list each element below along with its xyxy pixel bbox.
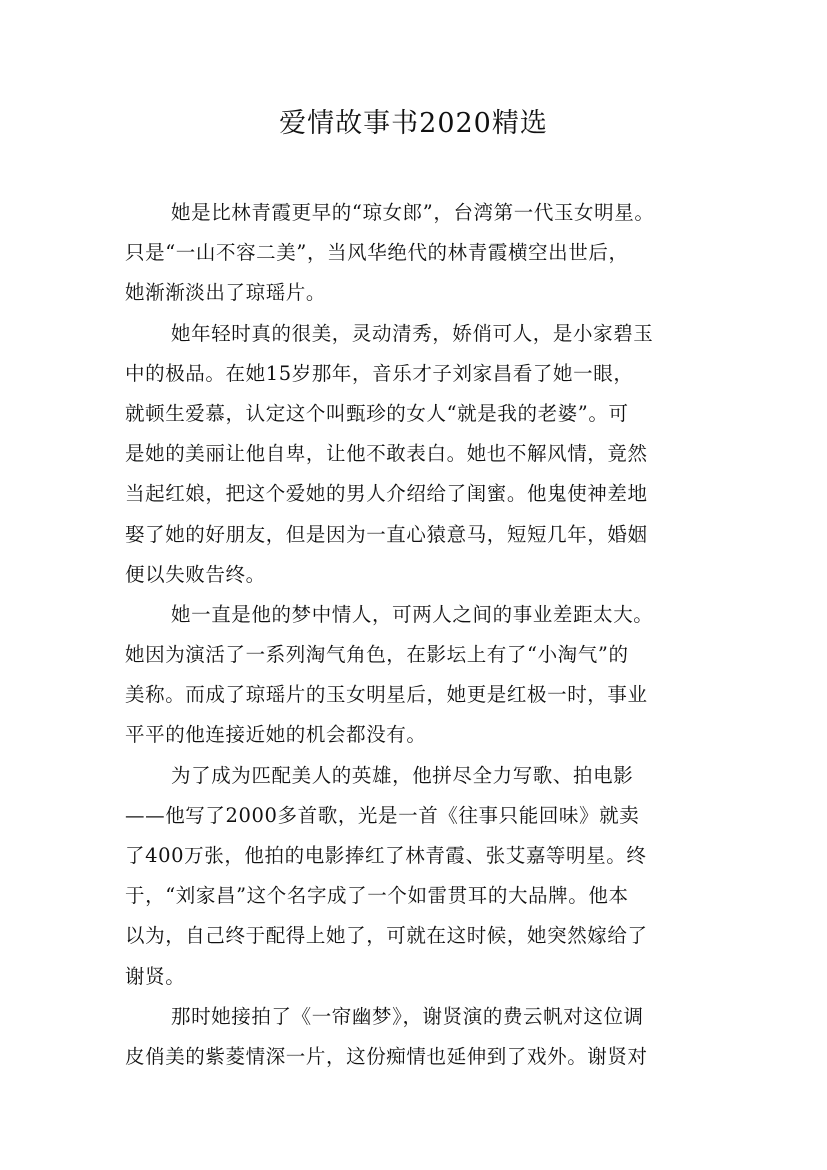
document-title: 爱情故事书2020精选 <box>279 108 548 139</box>
text-line: 她渐渐淡出了琼瑶片。 <box>125 281 327 305</box>
text-line: 那时她接拍了《一帘幽梦》，谢贤演的费云帆对这位调 <box>171 1004 644 1028</box>
text-line: 美称。而成了琼瑶片的玉女明星后，她更是红极一时，事业 <box>125 683 648 707</box>
text-line: 于，“刘家昌”这个名字成了一个如雷贯耳的大品牌。他本 <box>125 884 629 908</box>
text-line: 了400万张，他拍的电影捧红了林青霞、张艾嘉等明星。终 <box>125 844 647 867</box>
text-line: 谢贤。 <box>125 964 186 988</box>
text-line: 中的极品。在她15岁那年，音乐才子刘家昌看了她一眼， <box>125 361 634 385</box>
text-line: ——他写了2000多首歌，光是一首《往事只能回味》就卖 <box>125 803 640 827</box>
text-line: 她年轻时真的很美，灵动清秀，娇俏可人，是小家碧玉 <box>171 321 654 345</box>
text-line: 平平的他连接近她的机会都没有。 <box>125 723 427 747</box>
text-line: 以为，自己终于配得上她了，可就在这时候，她突然嫁给了 <box>125 924 648 948</box>
text-line: 当起红娘，把这个爱她的男人介绍给了闺蜜。他鬼使神差地 <box>125 482 648 506</box>
text-line: 便以失败告终。 <box>125 562 266 586</box>
text-line: 就顿生爱慕，认定这个叫甄珍的女人“就是我的老婆”。可 <box>125 401 629 425</box>
text-line: 她因为演活了一系列淘气角色，在影坛上有了“小淘气”的 <box>125 643 629 667</box>
document-body <box>125 193 725 1077</box>
text-line: 皮俏美的紫菱情深一片，这份痴情也延伸到了戏外。谢贤对 <box>125 1044 648 1068</box>
text-line: 她是比林青霞更早的“琼女郎”，台湾第一代玉女明星。 <box>171 201 655 224</box>
text-line: 只是“一山不容二美”，当风华绝代的林青霞横空出世后， <box>125 241 629 265</box>
text-line: 为了成为匹配美人的英雄，他拼尽全力写歌、拍电影 <box>171 763 634 787</box>
text-line: 她一直是他的梦中情人，可两人之间的事业差距太大。 <box>171 602 654 626</box>
text-line: 是她的美丽让他自卑，让他不敢表白。她也不解风情，竟然 <box>125 442 648 466</box>
text-line: 娶了她的好朋友，但是因为一直心猿意马，短短几年，婚姻 <box>125 522 648 546</box>
